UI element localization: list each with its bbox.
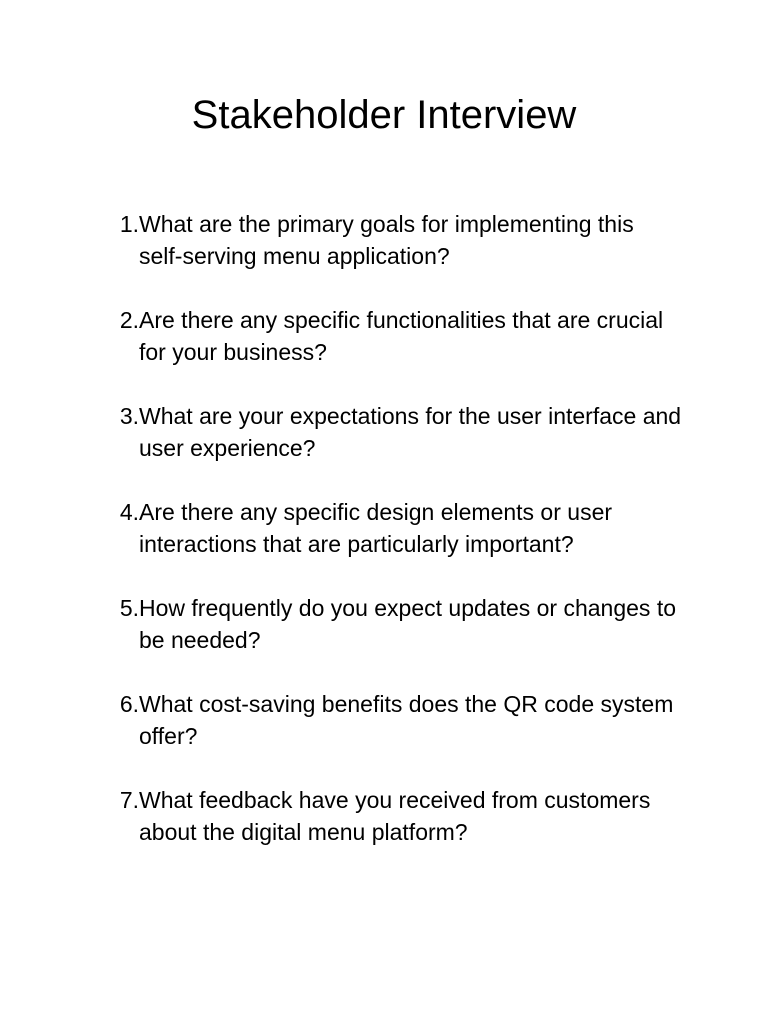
question-number: 5. (119, 595, 139, 621)
question-text: What feedback have you received from customers about the digital menu platform? (139, 787, 651, 845)
question-text: Are there any specific functionalities that are crucial for your business? (139, 307, 664, 365)
question-text: What are your expectations for the user interface and user experience? (139, 403, 682, 461)
list-item (112, 496, 682, 560)
list-item (112, 688, 682, 752)
list-item (112, 784, 682, 848)
list-item (112, 208, 682, 272)
list-item (112, 400, 682, 464)
question-number: 7. (119, 787, 139, 813)
list-item (112, 592, 682, 656)
list-item (112, 304, 682, 368)
question-text: How frequently do you expect updates or changes to be needed? (139, 595, 677, 653)
question-number: 1. (119, 211, 139, 237)
question-text: Are there any specific design elements or user interactions that are particularly important? (139, 499, 613, 557)
question-number: 2. (119, 307, 139, 333)
question-text: What are the primary goals for implementing this self-serving menu application? (139, 211, 634, 269)
question-number: 6. (119, 691, 139, 717)
question-text: What cost-saving benefits does the QR code system offer? (139, 691, 674, 749)
question-list (112, 208, 682, 880)
page-title: Stakeholder Interview (191, 93, 577, 137)
question-number: 3. (119, 403, 139, 429)
question-number: 4. (119, 499, 139, 525)
